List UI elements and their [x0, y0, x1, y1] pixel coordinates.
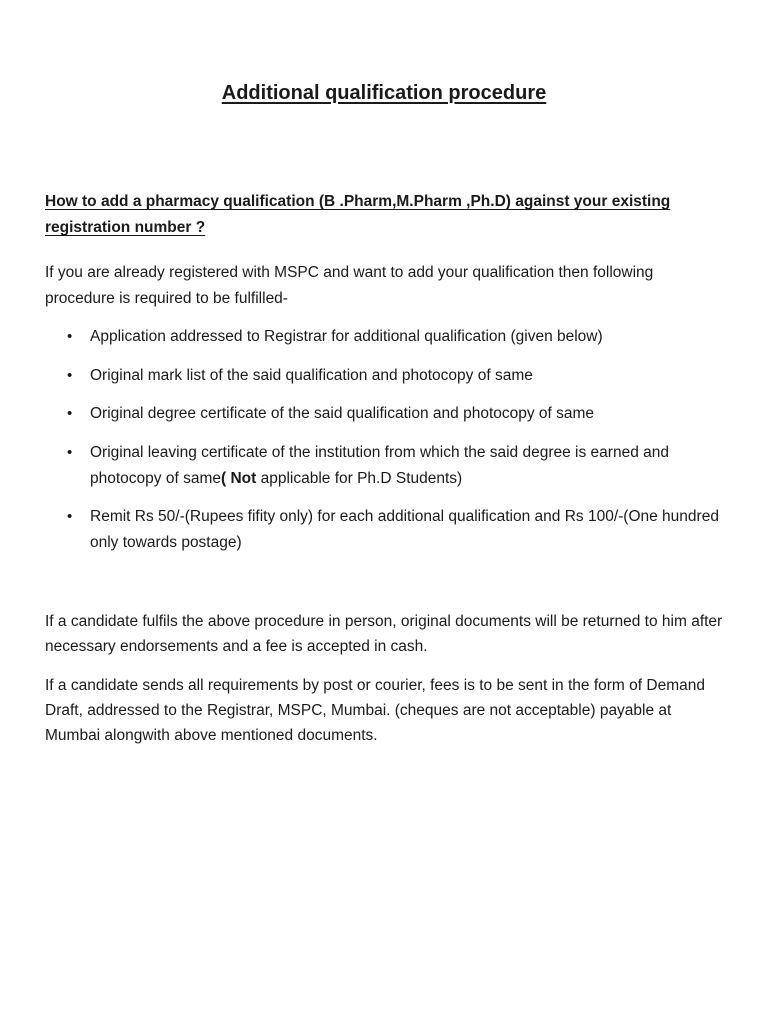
requirement-text: Application addressed to Registrar for additional qualification (given below): [90, 328, 603, 345]
list-item: [45, 440, 725, 492]
in-person-paragraph: If a candidate fulfils the above procedure in person, original documents will be returned to him after necessary endorsements and a fee is accepted in cash.: [45, 613, 723, 655]
requirement-text: [90, 444, 669, 487]
requirement-text-tail: applicable for Ph.D Students): [256, 470, 463, 487]
requirement-text-main: Original leaving certificate of the institution from which the said degree is earned and photocopy of same: [90, 444, 669, 487]
intro-paragraph: If you are already registered with MSPC and want to add your qualification then following procedure is required to be fulfilled-: [45, 264, 654, 307]
bullet-icon: •: [67, 508, 73, 525]
list-item: [45, 401, 725, 427]
post-courier-paragraph: If a candidate sends all requirements by post or courier, fees is to be sent in the form of Demand Draft, addressed to the Registrar, MSPC, Mumbai. (cheques are not acceptable) payable at Mumbai alongwith above mentioned documents.: [45, 677, 705, 744]
requirement-text: Original degree certificate of the said qualification and photocopy of same: [90, 405, 595, 422]
bullet-icon: •: [67, 444, 73, 461]
not-applicable-emphasis: ( Not: [220, 470, 257, 487]
requirement-text: Original mark list of the said qualification and photocopy of same: [90, 367, 533, 384]
bullet-icon: •: [67, 367, 73, 384]
page-title: Additional qualification procedure: [221, 82, 547, 104]
bullet-icon: •: [67, 405, 73, 422]
requirement-text: Remit Rs 50/-(Rupees fifity only) for each additional qualification and Rs 100/-(One hundred only towards postage): [90, 508, 719, 551]
requirements-list: [45, 324, 725, 556]
bullet-icon: •: [67, 328, 73, 345]
list-item: [45, 504, 725, 556]
list-item: [45, 324, 725, 350]
list-item: [45, 363, 725, 389]
section-heading: How to add a pharmacy qualification (B .Pharm,M.Pharm ,Ph.D) against your existing registration number ?: [45, 193, 671, 236]
